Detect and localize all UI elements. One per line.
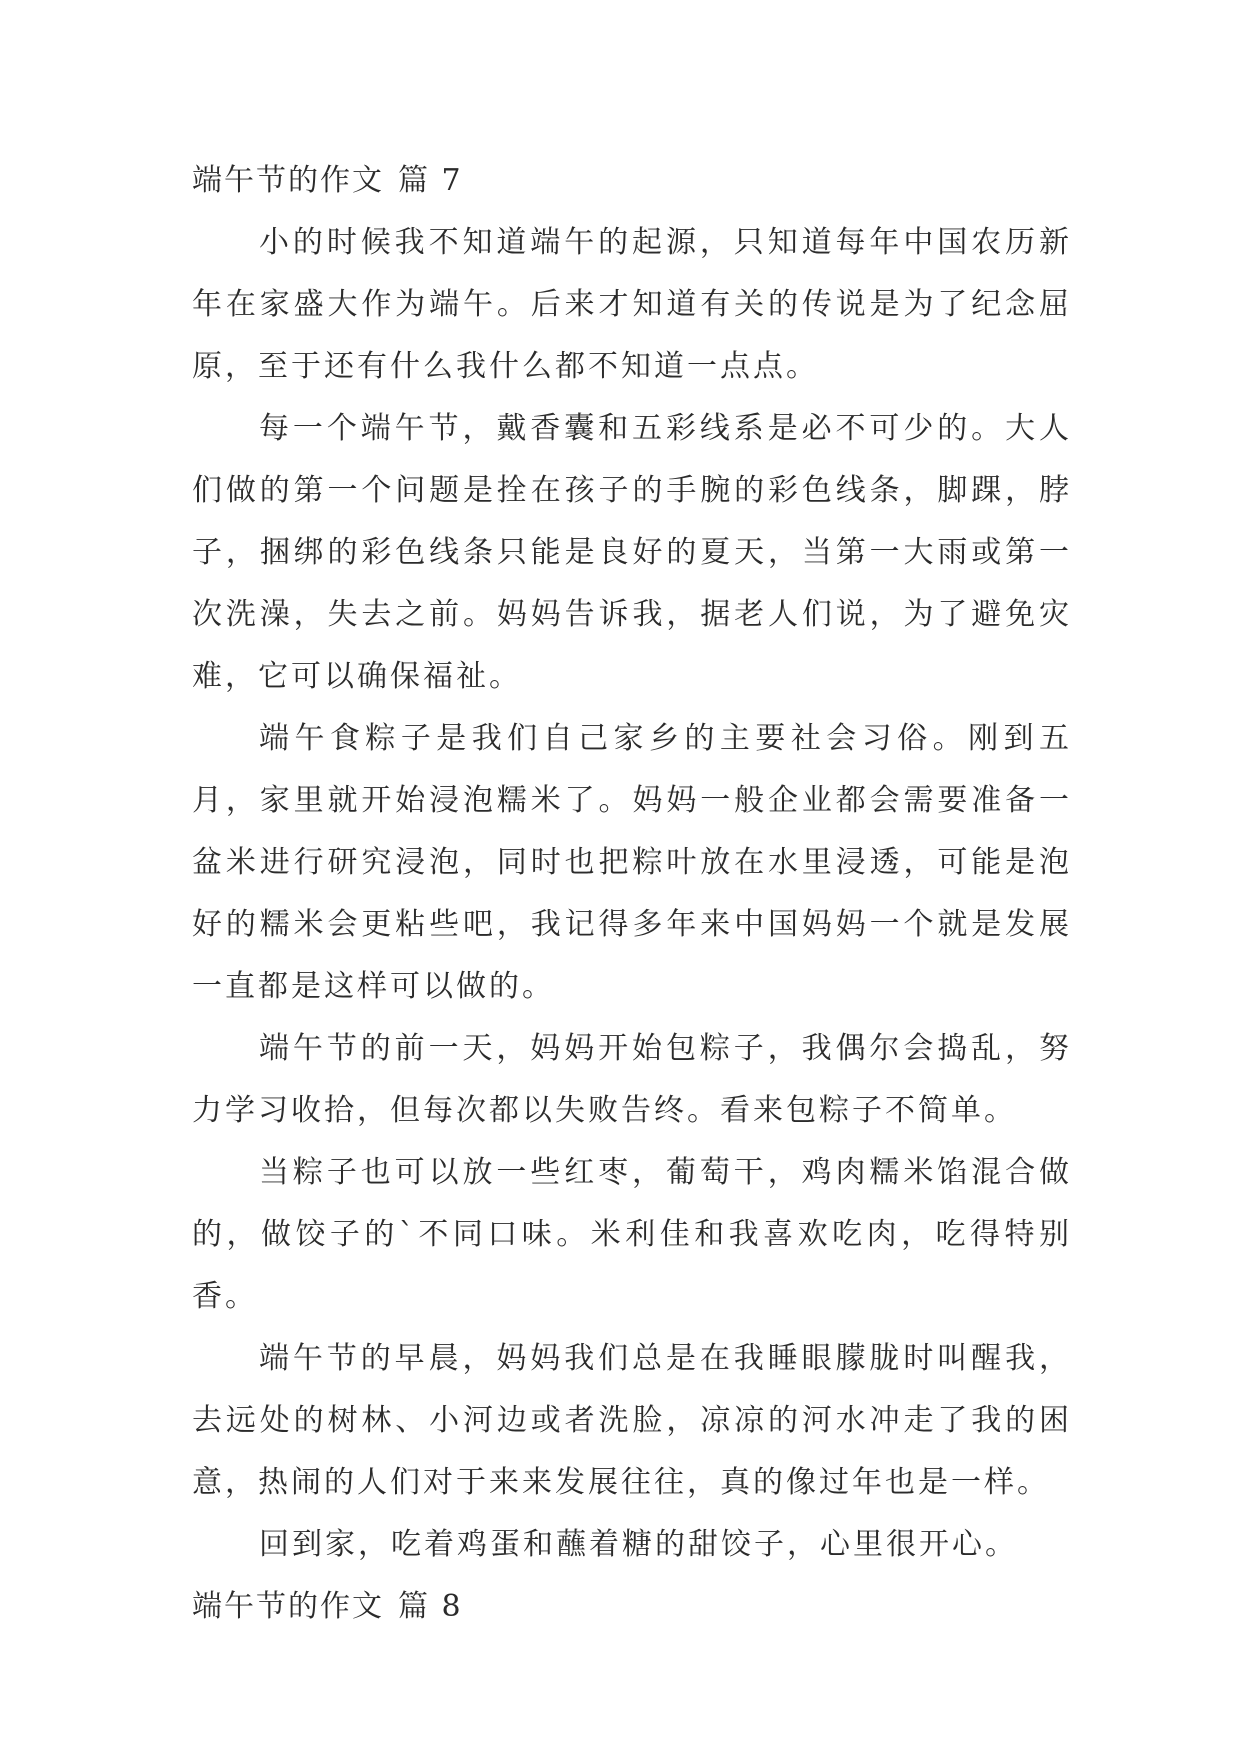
paragraph-3: 端午食粽子是我们自己家乡的主要社会习俗。刚到五月，家里就开始浸泡糯米了。妈妈一般企业都会需要准备一盆米进行研究浸泡，同时也把粽叶放在水里浸透，可能是泡好的糯米会更粘些吧，我记得多年来中国妈妈一个就是发展一直都是这样可以做的。 <box>192 721 1072 1004</box>
paragraph-2: 每一个端午节，戴香囊和五彩线系是必不可少的。大人们做的第一个问题是拴在孩子的手腕的彩色线条，脚踝，脖子，捆绑的彩色线条只能是良好的夏天，当第一大雨或第一次洗澡，失去之前。妈妈告诉我，据老人们说，为了避免灾难，它可以确保福祉。 <box>192 411 1072 694</box>
essay-8-heading <box>192 1576 1072 1638</box>
essay-8-number: 篇 8 <box>398 1589 463 1624</box>
essay-8-title: 端午节的作文 <box>192 1589 384 1624</box>
essay-7-number: 篇 7 <box>398 163 463 198</box>
paragraph-6: 端午节的早晨，妈妈我们总是在我睡眼朦胧时叫醒我，去远处的树林、小河边或者洗脸，凉凉的河水冲走了我的困意，热闹的人们对于来来发展往往，真的像过年也是一样。 <box>192 1341 1072 1500</box>
essay-7-heading <box>192 150 1072 212</box>
essay-7-title: 端午节的作文 <box>192 163 384 198</box>
document-body <box>192 150 1072 1638</box>
paragraph-1: 小的时候我不知道端午的起源，只知道每年中国农历新年在家盛大作为端午。后来才知道有关的传说是为了纪念屈原，至于还有什么我什么都不知道一点点。 <box>192 225 1072 384</box>
paragraph-5: 当粽子也可以放一些红枣，葡萄干，鸡肉糯米馅混合做的，做饺子的`不同口味。米利佳和我喜欢吃肉，吃得特别香。 <box>192 1155 1072 1314</box>
paragraph-4: 端午节的前一天，妈妈开始包粽子，我偶尔会捣乱，努力学习收拾，但每次都以失败告终。看来包粽子不简单。 <box>192 1031 1072 1128</box>
paragraph-7: 回到家，吃着鸡蛋和蘸着糖的甜饺子，心里很开心。 <box>259 1527 1018 1562</box>
